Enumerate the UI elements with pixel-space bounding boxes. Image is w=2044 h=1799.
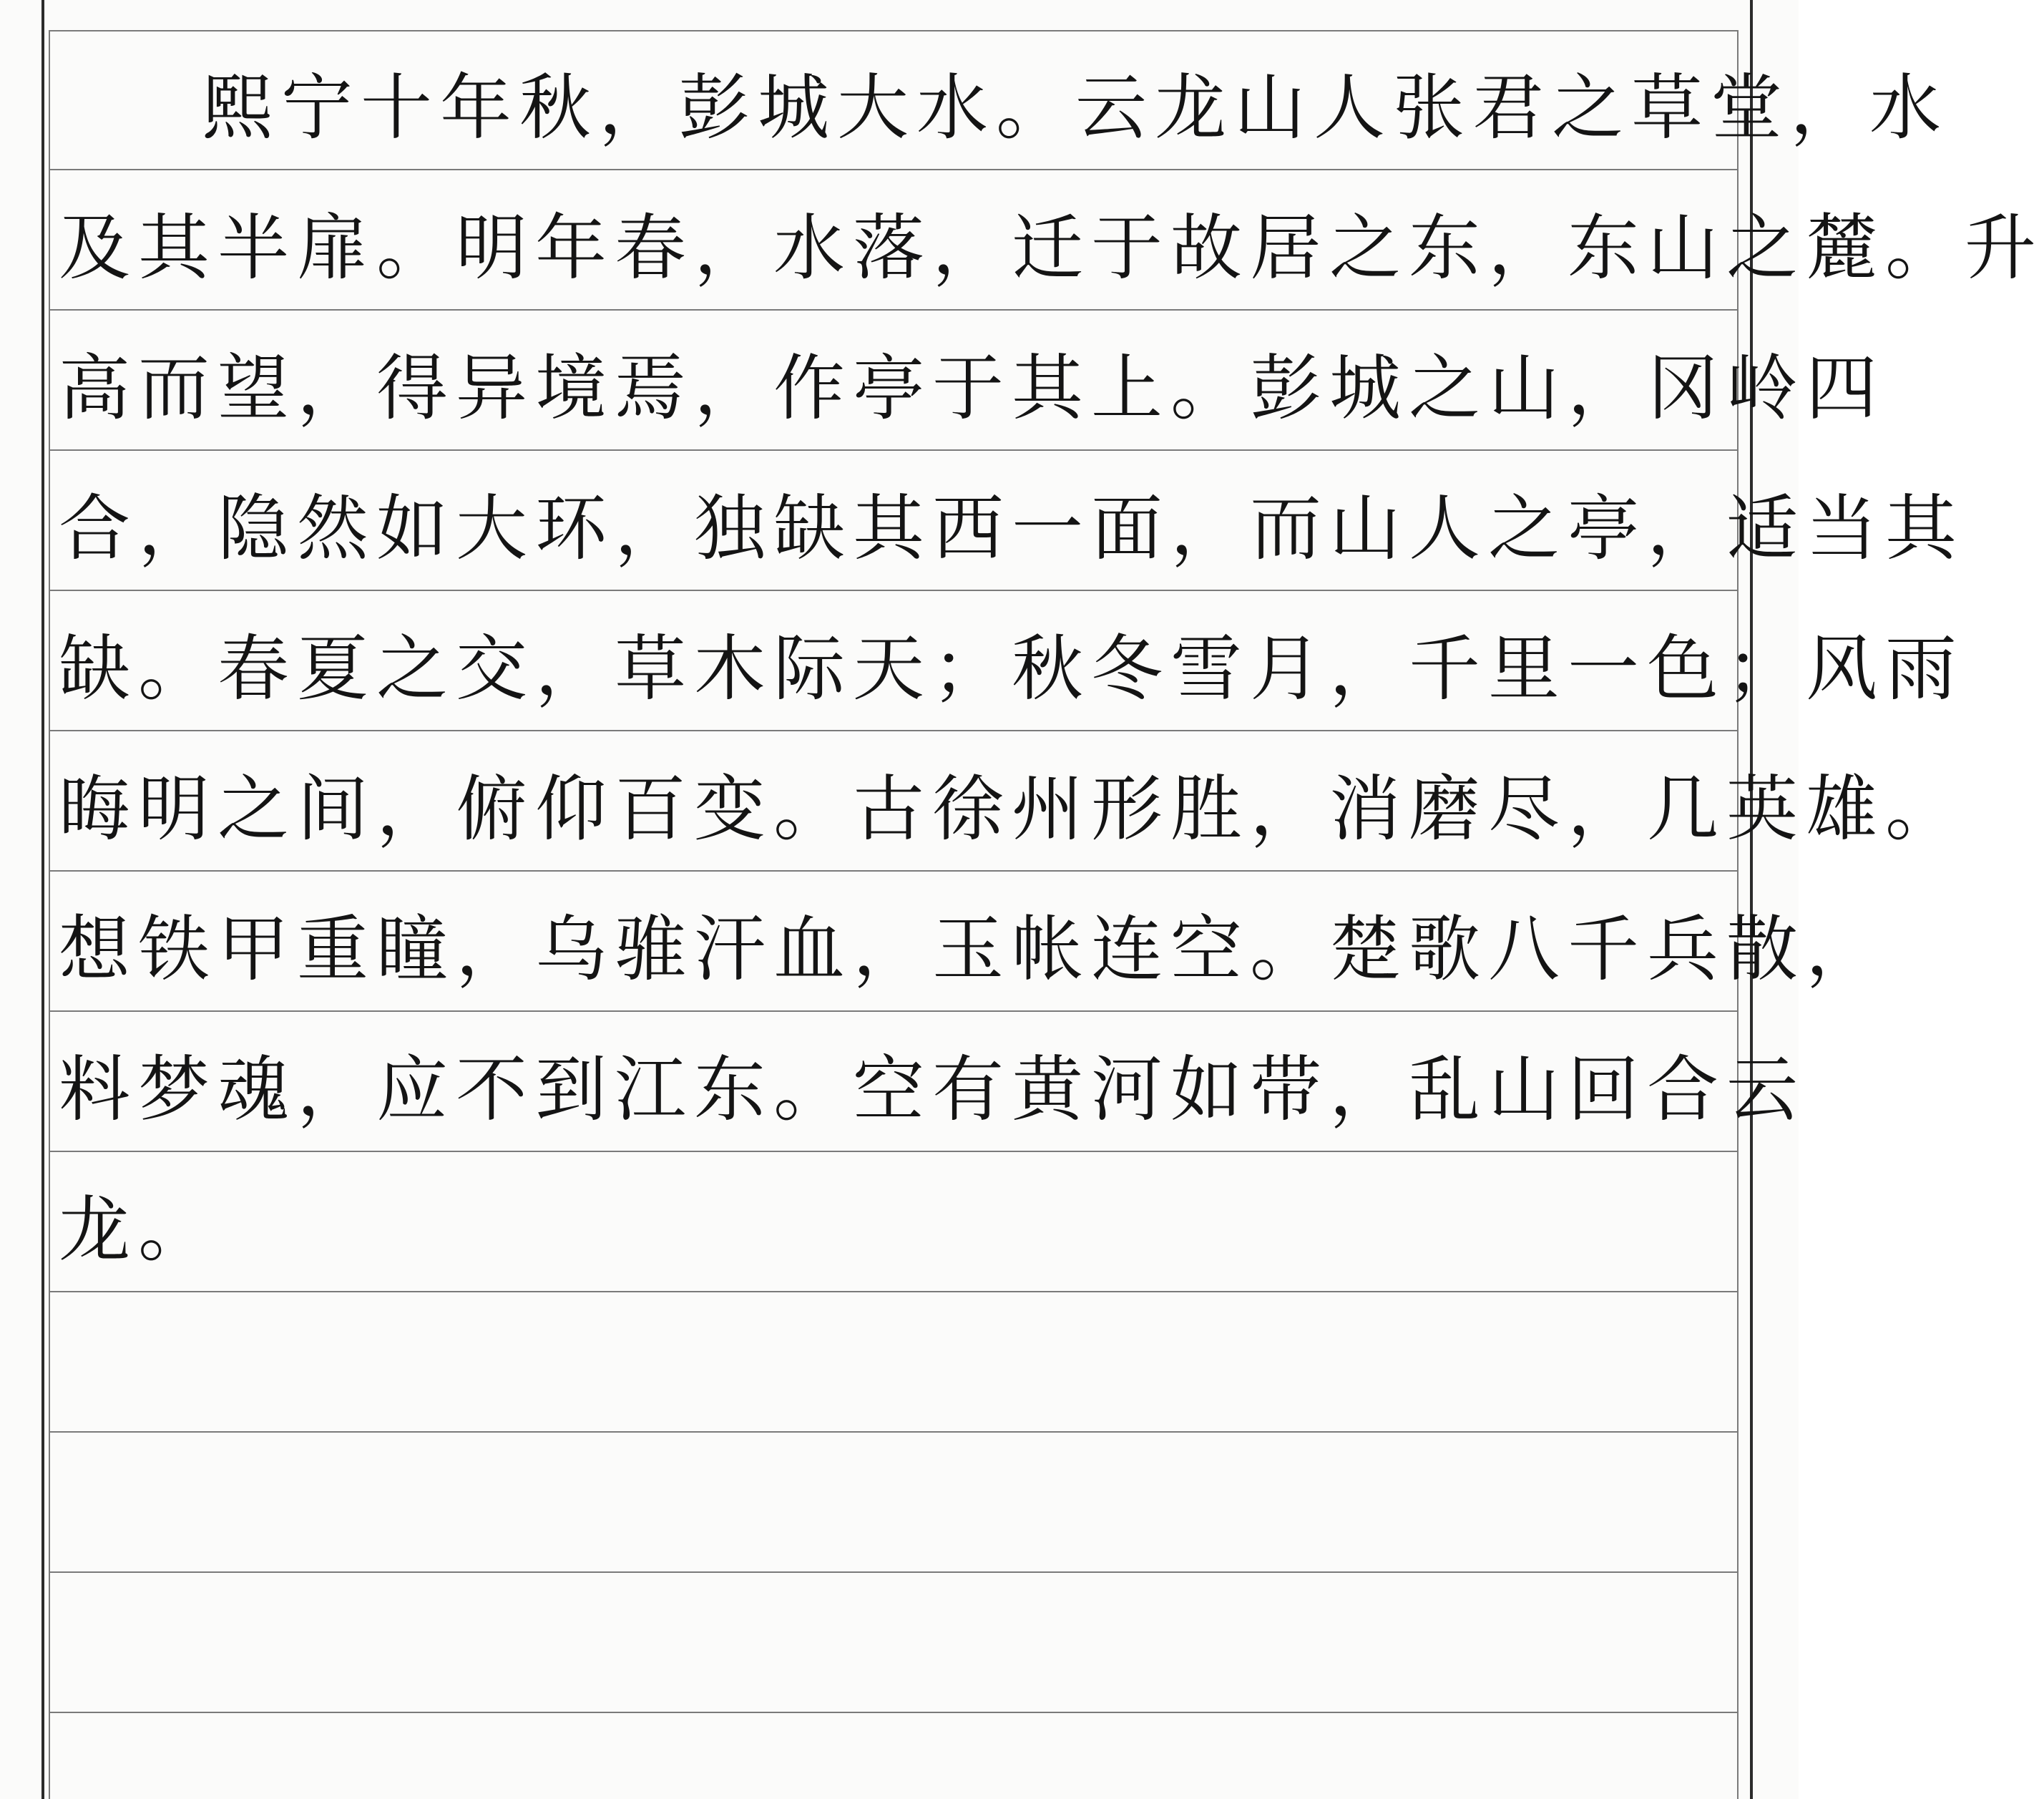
ruled-line (49, 309, 1739, 311)
ruled-line (49, 169, 1739, 170)
ruled-line (49, 1151, 1739, 1152)
ruled-line (49, 1571, 1739, 1573)
text-line-12 (59, 1590, 1733, 1712)
ruled-line (49, 870, 1739, 872)
text-line-7: 想铁甲重瞳，乌骓汗血，玉帐连空。楚歌八千兵散， (59, 907, 1885, 991)
text-line-5: 缺。春夏之交，草木际天；秋冬雪月，千里一色；风雨 (59, 627, 1965, 711)
ruled-line (49, 449, 1739, 451)
text-line-3: 高而望，得异境焉，作亭于其上。彭城之山，冈岭四 (59, 346, 1885, 430)
ruled-line (49, 1712, 1739, 1713)
text-line-10 (59, 1310, 1733, 1431)
ruled-line (49, 1010, 1739, 1012)
ruled-line (49, 730, 1739, 731)
ruled-line (49, 590, 1739, 591)
text-line-2: 及其半扉。明年春，水落，迁于故居之东，东山之麓。升 (59, 206, 2044, 290)
text-line-11 (59, 1450, 1733, 1571)
text-line-6: 晦明之间，俯仰百变。古徐州形胜，消磨尽，几英雄。 (59, 767, 1965, 851)
text-line-9: 龙。 (59, 1188, 217, 1272)
ruled-line (49, 1291, 1739, 1292)
text-line-1: 熙宁十年秋，彭城大水。云龙山人张君之草堂，水 (202, 66, 1949, 150)
ruled-line (49, 1431, 1739, 1433)
text-line-8: 料梦魂，应不到江东。空有黄河如带，乱山回合云 (59, 1048, 1806, 1131)
text-line-4: 合，隐然如大环，独缺其西一面，而山人之亭，适当其 (59, 487, 1965, 570)
